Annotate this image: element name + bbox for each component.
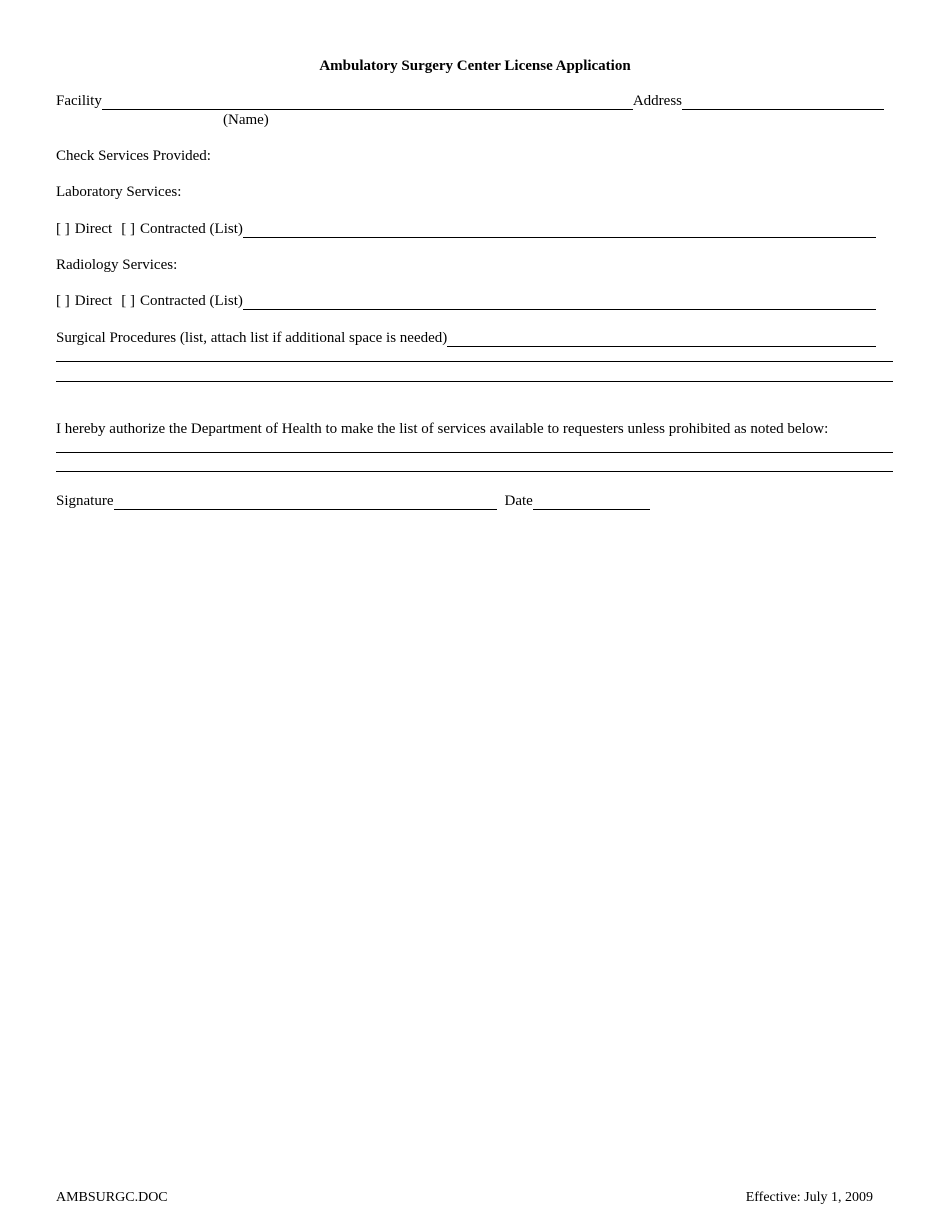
lab-direct-checkbox[interactable]: [ ] — [56, 221, 70, 237]
date-field[interactable] — [533, 495, 650, 510]
rad-direct-checkbox[interactable]: [ ] — [56, 293, 70, 309]
check-services-label: Check Services Provided: — [56, 148, 211, 164]
laboratory-heading: Laboratory Services: — [56, 184, 182, 200]
radiology-heading: Radiology Services: — [56, 257, 178, 273]
rad-contracted-label: Contracted (List) — [139, 293, 243, 309]
date-label: Date — [504, 493, 533, 509]
lab-contracted-checkbox[interactable]: [ ] — [121, 221, 135, 237]
form-title: Ambulatory Surgery Center License Application — [319, 58, 631, 74]
surgical-field-line-1[interactable] — [447, 332, 876, 347]
prohibition-line-2[interactable] — [56, 471, 893, 472]
facility-row — [56, 92, 884, 110]
facility-label: Facility — [56, 93, 102, 109]
lab-contracted-list-field[interactable] — [243, 223, 876, 238]
prohibition-line-1[interactable] — [56, 452, 893, 453]
surgical-label: Surgical Procedures (list, attach list if additional space is needed) — [56, 330, 448, 346]
signature-field[interactable] — [114, 495, 497, 510]
address-field[interactable] — [682, 95, 884, 110]
signature-label: Signature — [56, 493, 114, 509]
rad-contracted-list-field[interactable] — [243, 295, 876, 310]
lab-direct-label: Direct — [74, 221, 113, 237]
rad-contracted-checkbox[interactable]: [ ] — [121, 293, 135, 309]
laboratory-row — [56, 220, 876, 238]
footer-effective-date: Effective: July 1, 2009 — [745, 1190, 873, 1205]
surgical-field-line-3[interactable] — [56, 381, 893, 382]
surgical-row — [56, 329, 876, 347]
footer-doc-name: AMBSURGC.DOC — [56, 1190, 168, 1205]
name-caption: (Name) — [223, 112, 269, 128]
lab-contracted-label: Contracted (List) — [139, 221, 243, 237]
rad-direct-label: Direct — [74, 293, 113, 309]
authorization-text: I hereby authorize the Department of Health to make the list of services available to requesters unless prohibited as noted below: — [56, 421, 829, 437]
radiology-row — [56, 292, 876, 310]
address-label: Address — [632, 93, 682, 109]
surgical-field-line-2[interactable] — [56, 361, 893, 362]
signature-row — [56, 492, 650, 510]
facility-name-field[interactable] — [102, 95, 633, 110]
